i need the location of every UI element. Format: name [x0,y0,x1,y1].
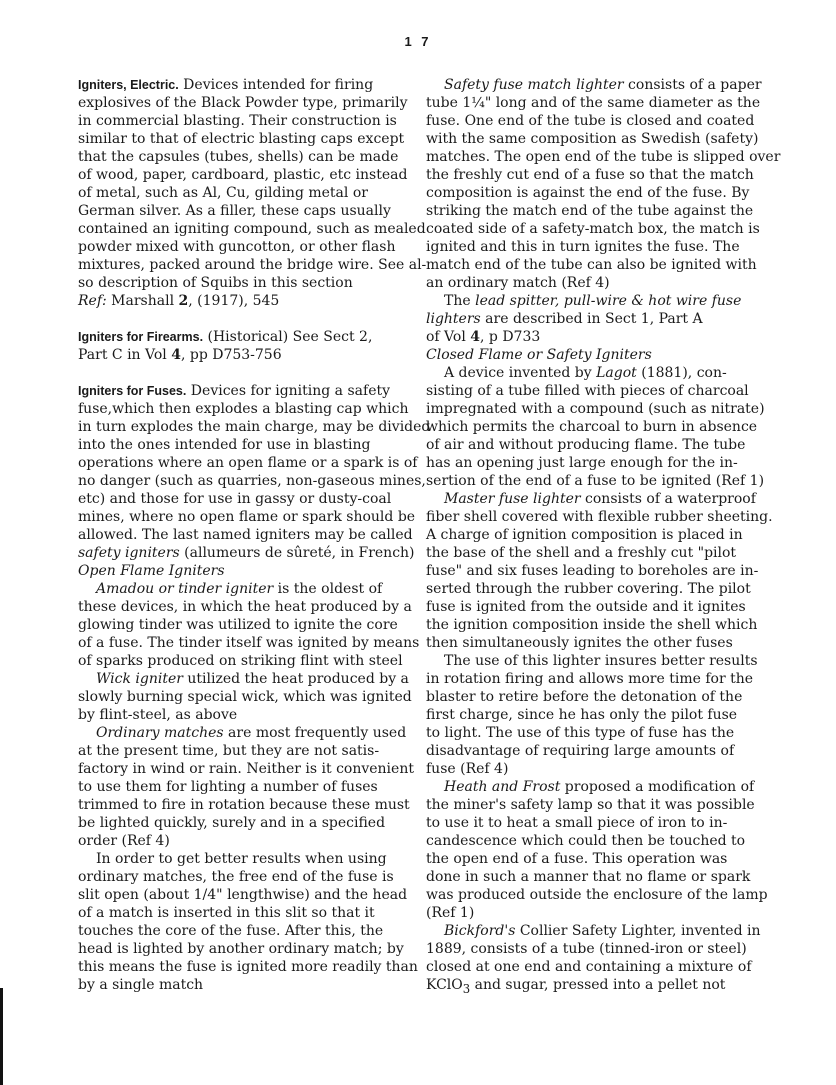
text-line [426,562,759,580]
text-line [426,724,746,742]
text-line [78,202,390,220]
text-line [78,814,390,832]
text-run: Devices intended for firing [178,77,374,93]
text-run: was produced outside the enclosure of the lamp [426,887,768,903]
text-run: these devices, in which the heat produced by a [78,599,412,615]
text-line [426,670,754,688]
text-line [426,850,746,868]
text-line [78,868,394,886]
text-line [78,400,409,418]
text-run: of wood, paper, cardboard, plastic, etc instead [78,167,408,183]
text-line [78,724,407,742]
text-line [426,544,746,562]
text-run: KClO [426,977,463,993]
text-run: sisting of a tube filled with pieces of charcoal [426,383,749,399]
text-run: Part C in Vol [78,347,172,363]
text-line [426,274,746,292]
text-line [78,562,390,580]
text-line [426,454,746,472]
text-run: mixtures, packed around the bridge wire. See al- [78,257,427,273]
text-line [78,958,418,976]
text-line [78,490,390,508]
text-line [78,184,390,202]
text-run: slit open (about 1/4" lengthwise) and the head [78,887,408,903]
text-run: of air and without producing flame. The tube [426,437,746,453]
text-run: 2 [178,293,189,309]
text-run: lighters [426,311,481,327]
text-run: (Ref 1) [426,905,475,921]
text-line [78,544,415,562]
text-line [78,256,427,274]
text-run: sertion of the end of a fuse to be ignited (Ref 1) [426,473,765,489]
text-run: 1889, consists of a tube (tinned-iron or steel) [426,941,747,957]
text-line [78,778,390,796]
text-run: Devices for igniting a safety [186,383,391,399]
text-line [426,130,759,148]
text-run: no danger (such as quarries, non-gaseous mines, [78,473,426,489]
text-line [78,760,414,778]
text-run: contained an igniting compound, such as mealed [78,221,426,237]
text-run: (1881), con- [636,365,727,381]
text-line [78,346,390,364]
text-run: , p D733 [480,329,541,345]
text-run: Bickford's [444,923,516,939]
text-line [78,238,396,256]
text-run: with the same composition as Swedish (safety) [426,131,759,147]
text-run: powder mixed with guncotton, or other flash [78,239,396,255]
text-line [78,850,390,868]
text-run: of a match is inserted in this slit so that it [78,905,375,921]
text-run: done in such a manner that no flame or spark [426,869,751,885]
text-run: The [444,293,476,309]
text-run: coated side of a safety-match box, the match is [426,221,760,237]
text-run: The use of this lighter insures better results [444,653,758,669]
text-line [78,796,410,814]
text-line [78,634,420,652]
text-run: in turn explodes the main charge, may be divided [78,419,431,435]
text-run: are most frequently used [223,725,407,741]
text-line [426,436,746,454]
text-run: that the capsules (tubes, shells) can be made [78,149,399,165]
text-line [78,454,418,472]
text-run: is the oldest of [273,581,383,597]
text-line [426,778,755,796]
text-run: touches the core of the fuse. After this, the [78,923,384,939]
text-run: of a fuse. The tinder itself was ignited by means [78,635,420,651]
text-line [426,652,758,670]
text-run: this means the fuse is ignited more readily than [78,959,418,975]
text-run: the ignition composition inside the shell which [426,617,758,633]
text-run: into the ones intended for use in blasting [78,437,371,453]
text-run: head is lighted by another ordinary match; by [78,941,404,957]
text-line [426,94,761,112]
text-run: glowing tinder was utilized to ignite the core [78,617,398,633]
text-line [426,616,758,634]
text-run: slowly burning special wick, which was ignited [78,689,412,705]
text-line [426,580,751,598]
text-run: be lighted quickly, surely and in a specified [78,815,386,831]
text-line [426,400,765,418]
text-run: Collier Safety Lighter, invented in [515,923,761,939]
text-run: fuse,which then explodes a blasting cap which [78,401,409,417]
text-run: to light. The use of this type of fuse has the [426,725,735,741]
text-run: (allumeurs de sûreté, in French) [179,545,415,561]
text-line [426,598,746,616]
text-run: matches. The open end of the tube is slipped over [426,149,781,165]
text-line [426,220,760,238]
text-run: an ordinary match (Ref 4) [426,275,610,291]
text-line [426,922,761,940]
text-run: fuse is ignited from the outside and it ignites [426,599,746,615]
text-line [426,166,754,184]
text-line [78,598,412,616]
text-run: Lagot [596,365,637,381]
text-line [426,328,746,346]
text-run: Closed Flame or Safety Igniters [426,347,652,363]
text-run: fuse" and six fuses leading to boreholes are in- [426,563,759,579]
text-line [426,202,754,220]
text-run: of sparks produced on striking flint with steel [78,653,403,669]
text-line [426,256,757,274]
text-line [78,130,405,148]
text-run: composition is against the end of the fuse. By [426,185,750,201]
text-line [78,94,408,112]
text-line [426,904,746,922]
text-run: Heath and Frost [444,779,561,795]
text-line [426,292,746,310]
text-line [78,886,408,904]
text-line [78,652,403,670]
text-line [426,760,746,778]
text-run: , (1917), 545 [188,293,280,309]
text-run: Master fuse lighter [444,491,581,507]
text-run: , pp D753-756 [180,347,282,363]
text-line [426,688,746,706]
text-run: candescence which could then be touched to [426,833,746,849]
entry-heading: Igniters for Firearms. [78,330,204,344]
text-line [78,220,426,238]
text-line [78,472,426,490]
text-run: of metal, such as Al, Cu, gilding metal or [78,185,368,201]
text-line [426,976,746,994]
text-run: so description of Squibs in this section [78,275,353,291]
text-line [426,310,746,328]
text-run: mines, where no open flame or spark should be [78,509,416,525]
text-run: 4 [470,329,480,345]
text-line [426,634,746,652]
text-run: are described in Sect 1, Part A [480,311,703,327]
text-line [426,418,758,436]
text-line [78,616,398,634]
text-run: similar to that of electric blasting caps except [78,131,405,147]
text-run: In order to get better results when using [96,851,387,867]
text-line [426,148,781,166]
text-line [78,148,399,166]
text-run: to use it to heat a small piece of iron to in- [426,815,728,831]
text-run: has an opening just large enough for the in- [426,455,738,471]
text-line [426,508,773,526]
text-run: operations where an open flame or a spark is of [78,455,418,471]
text-run: at the present time, but they are not satis- [78,743,380,759]
text-run: by flint-steel, as above [78,707,238,723]
text-line [78,436,390,454]
text-run: Amadou or tinder igniter [96,581,274,597]
text-line [426,238,746,256]
text-run: which permits the charcoal to burn in absence [426,419,758,435]
text-run: Wick igniter [96,671,183,687]
entry-heading: Igniters, Electric. [78,78,179,92]
text-run: fiber shell covered with flexible rubber sheeting. [426,509,773,525]
text-run: consists of a paper [623,77,762,93]
text-run: safety igniters [78,545,180,561]
text-line [426,940,746,958]
text-run: to use them for lighting a number of fuses [78,779,378,795]
text-run: blaster to retire before the detonation of the [426,689,743,705]
text-line [78,418,431,436]
text-line [78,706,390,724]
text-run: impregnated with a compound (such as nitrate) [426,401,765,417]
text-run: proposed a modification of [560,779,755,795]
text-run: the base of the shell and a freshly cut "pilot [426,545,737,561]
text-line [426,886,768,904]
text-run: the miner's safety lamp so that it was possible [426,797,755,813]
text-run: etc) and those for use in gassy or dusty-coal [78,491,392,507]
text-run: explosives of the Black Powder type, primarily [78,95,408,111]
text-run: A charge of ignition composition is placed in [426,527,743,543]
text-run: serted through the rubber covering. The pilot [426,581,751,597]
text-run: 3 [462,981,471,996]
text-run: Ordinary matches [96,725,224,741]
text-run: striking the match end of the tube against the [426,203,754,219]
text-line [426,868,751,886]
text-line [78,940,404,958]
text-line [426,112,755,130]
right-column [426,76,781,996]
text-line [426,76,762,94]
entry-heading: Igniters for Fuses. [78,384,187,398]
text-run: tube 1¼" long and of the same diameter as the [426,95,761,111]
text-run: Safety fuse match lighter [444,77,624,93]
text-run: match end of the tube can also be ignited with [426,257,757,273]
text-line [426,346,746,364]
text-run: lead spitter, pull-wire & hot wire fuse [475,293,742,309]
text-run: allowed. The last named igniters may be called [78,527,413,543]
text-run: Marshall [106,293,179,309]
text-run: disadvantage of requiring large amounts of [426,743,735,759]
text-line [78,382,390,400]
text-run: fuse (Ref 4) [426,761,509,777]
text-run: by a single match [78,977,204,993]
text-line [426,958,752,976]
text-run: then simultaneously ignites the other fuses [426,635,733,651]
text-run: closed at one end and containing a mixture of [426,959,752,975]
text-line [426,472,765,490]
text-line [78,832,390,850]
text-line [78,508,416,526]
text-line [426,706,746,724]
text-line [426,364,746,382]
text-line [78,292,390,310]
text-line [426,742,746,760]
text-line [78,166,408,184]
text-run: Ref: [78,293,107,309]
text-run: 4 [171,347,181,363]
text-line [78,922,390,940]
text-run: fuse. One end of the tube is closed and coated [426,113,755,129]
text-line [426,382,749,400]
text-line [78,580,390,598]
left-column [78,76,431,994]
text-line [78,670,409,688]
text-run: first charge, since he has only the pilot fuse [426,707,738,723]
text-run: in rotation firing and allows more time for the [426,671,754,687]
text-line [78,328,390,346]
text-line [78,688,412,706]
text-run: order (Ref 4) [78,833,170,849]
text-run: the open end of a fuse. This operation was [426,851,728,867]
text-run: consists of a waterproof [580,491,756,507]
text-run: and sugar, pressed into a pellet not [470,977,726,993]
text-line [426,814,746,832]
page-number: 1 7 [404,34,432,49]
text-line [78,274,390,292]
text-line [426,832,746,850]
text-line [426,184,750,202]
text-line [426,796,755,814]
text-line [78,904,390,922]
text-run: ordinary matches, the free end of the fuse is [78,869,394,885]
text-run: the freshly cut end of a fuse so that the match [426,167,754,183]
text-line [78,742,390,760]
text-line [78,976,390,994]
text-run: utilized the heat produced by a [182,671,409,687]
text-run: factory in wind or rain. Neither is it convenient [78,761,414,777]
text-line [426,526,746,544]
text-run: in commercial blasting. Their construction is [78,113,397,129]
text-run: (Historical) See Sect 2, [203,329,373,345]
text-run: of Vol [426,329,471,345]
text-line [426,490,756,508]
text-run: trimmed to fire in rotation because these must [78,797,410,813]
text-line [78,112,397,130]
scan-margin-mark [0,988,3,1085]
text-run: ignited and this in turn ignites the fuse. The [426,239,740,255]
text-run: German silver. As a filler, these caps usually [78,203,391,219]
text-line [78,526,413,544]
text-run: A device invented by [444,365,597,381]
text-line [78,76,390,94]
text-run: Open Flame Igniters [78,563,225,579]
